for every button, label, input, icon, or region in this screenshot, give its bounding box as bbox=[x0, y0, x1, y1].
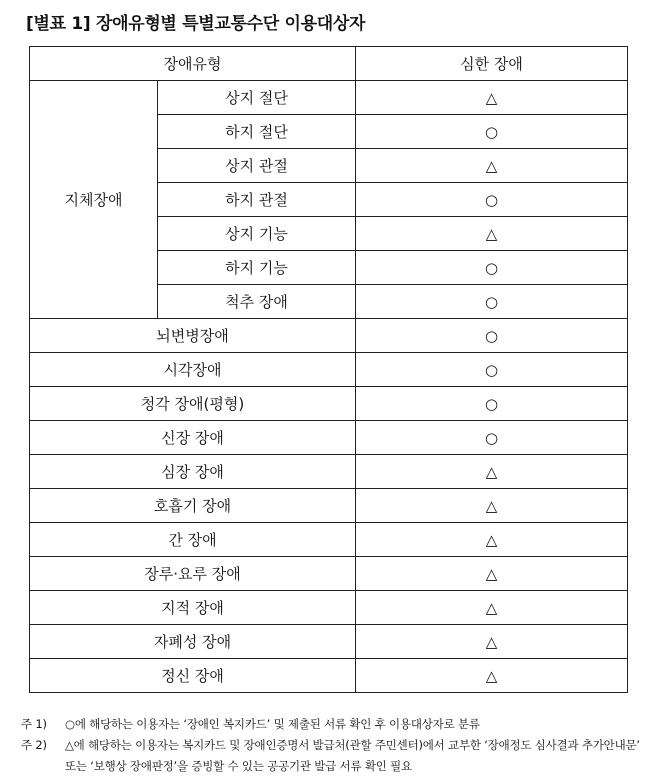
eligibility-table bbox=[29, 46, 628, 693]
table-row bbox=[30, 659, 628, 693]
footnote-label: 주 2) bbox=[21, 738, 47, 752]
group-label-cell: 지체장애 bbox=[30, 81, 158, 319]
mark-cell: △ bbox=[356, 489, 628, 523]
type-cell: 뇌변병장애 bbox=[30, 319, 356, 353]
type-cell: 간 장애 bbox=[30, 523, 356, 557]
mark-cell: ○ bbox=[356, 115, 628, 149]
type-cell: 심장 장애 bbox=[30, 455, 356, 489]
mark-cell: △ bbox=[356, 81, 628, 115]
table-body bbox=[30, 81, 628, 693]
footnote-label: 주 1) bbox=[21, 717, 47, 731]
type-cell: 신장 장애 bbox=[30, 421, 356, 455]
table-row bbox=[30, 319, 628, 353]
table-row bbox=[30, 489, 628, 523]
table-row bbox=[30, 81, 628, 115]
footnote-text: △에 해당하는 이용자는 복지카드 및 장애인증명서 발급처(관할 주민센터)에서 교부한 ‘장애정도 심사결과 추가안내문’ 또는 ‘보행상 장애판정’을 증빙할 수 있는 공공기관 발급 서류 확인 필요 bbox=[65, 738, 640, 773]
type-cell: 호흡기 장애 bbox=[30, 489, 356, 523]
table-row bbox=[30, 557, 628, 591]
table-row bbox=[30, 591, 628, 625]
header-disability-type: 장애유형 bbox=[30, 47, 356, 81]
footnote bbox=[21, 735, 651, 777]
table-row bbox=[30, 523, 628, 557]
subtype-cell: 하지 기능 bbox=[158, 251, 356, 285]
mark-cell: △ bbox=[356, 455, 628, 489]
subtype-cell: 척추 장애 bbox=[158, 285, 356, 319]
type-cell: 정신 장애 bbox=[30, 659, 356, 693]
mark-cell: ○ bbox=[356, 183, 628, 217]
header-severe-disability: 심한 장애 bbox=[356, 47, 628, 81]
table-row bbox=[30, 387, 628, 421]
mark-cell: ○ bbox=[356, 319, 628, 353]
mark-cell: △ bbox=[356, 149, 628, 183]
mark-cell: △ bbox=[356, 659, 628, 693]
subtype-cell: 상지 절단 bbox=[158, 81, 356, 115]
footnotes bbox=[21, 714, 651, 777]
table-row bbox=[30, 421, 628, 455]
footnote-text: ○에 해당하는 이용자는 ‘장애인 복지카드’ 및 제출된 서류 확인 후 이용대상자로 분류 bbox=[65, 717, 480, 731]
type-cell: 청각 장애(평형) bbox=[30, 387, 356, 421]
subtype-cell: 하지 관절 bbox=[158, 183, 356, 217]
subtype-cell: 상지 기능 bbox=[158, 217, 356, 251]
mark-cell: △ bbox=[356, 625, 628, 659]
footnote bbox=[21, 714, 651, 735]
table-row bbox=[30, 625, 628, 659]
mark-cell: ○ bbox=[356, 421, 628, 455]
type-cell: 시각장애 bbox=[30, 353, 356, 387]
mark-cell: △ bbox=[356, 591, 628, 625]
document-title: [별표 1] 장애유형별 특별교통수단 이용대상자 bbox=[26, 14, 366, 34]
type-cell: 지적 장애 bbox=[30, 591, 356, 625]
mark-cell: ○ bbox=[356, 285, 628, 319]
type-cell: 장루·요루 장애 bbox=[30, 557, 356, 591]
table-row bbox=[30, 455, 628, 489]
mark-cell: ○ bbox=[356, 387, 628, 421]
mark-cell: △ bbox=[356, 557, 628, 591]
subtype-cell: 하지 절단 bbox=[158, 115, 356, 149]
table-row bbox=[30, 353, 628, 387]
subtype-cell: 상지 관절 bbox=[158, 149, 356, 183]
mark-cell: △ bbox=[356, 523, 628, 557]
type-cell: 자폐성 장애 bbox=[30, 625, 356, 659]
mark-cell: ○ bbox=[356, 251, 628, 285]
table-header-row bbox=[30, 47, 628, 81]
mark-cell: ○ bbox=[356, 353, 628, 387]
mark-cell: △ bbox=[356, 217, 628, 251]
